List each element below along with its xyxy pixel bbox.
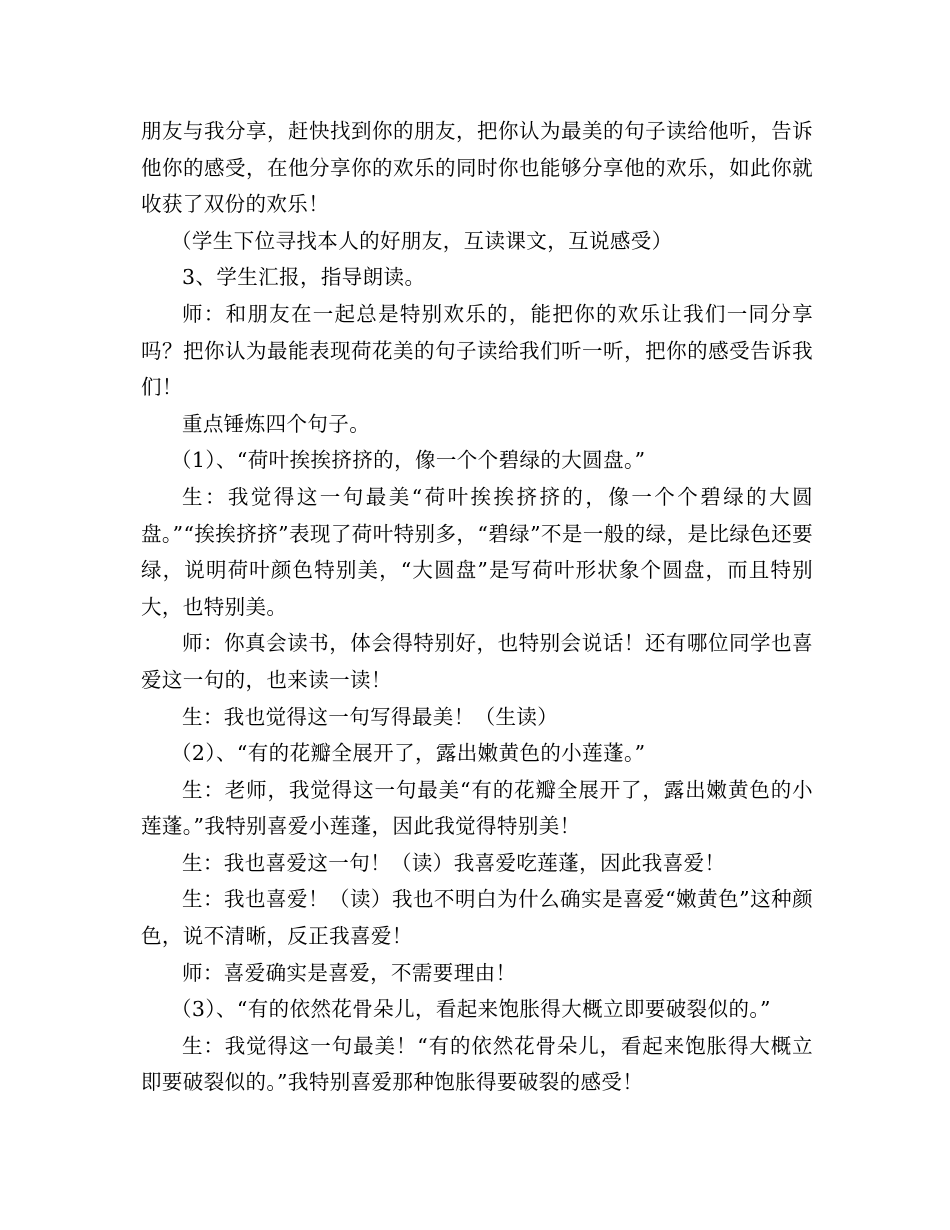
paragraph-student-response-1: 生：我觉得这一句最美“荷叶挨挨挤挤的，像一个个碧绿的大圆盘。”“挨挨挤挤”表现了荷叶特别多，“碧绿”不是一般的绿，是比绿色还要绿，说明荷叶颜色特别美，“大圆盘”是写荷叶形状象个圆盘，而且特别大，也特别美。 xyxy=(141,484,813,619)
paragraph-student-activity: （学生下位寻找本人的好朋友，互读课文，互说感受） xyxy=(171,228,673,253)
paragraph-teacher-remark: 师：喜爱确实是喜爱，不需要理由！ xyxy=(182,960,517,985)
paragraph-step-3: 3、学生汇报，指导朗读。 xyxy=(182,265,426,290)
paragraph-sentence-1: （1）、“荷叶挨挨挤挤的，像一个个碧绿的大圆盘。” xyxy=(171,448,646,473)
paragraph-student-response-2: 生：老师，我觉得这一句最美“有的花瓣全展开了，露出嫩黄色的小莲蓬。”我特别喜爱小莲蓬，因此我觉得特别美！ xyxy=(141,777,813,839)
paragraph-student-response-5: 生：我觉得这一句最美！“有的依然花骨朵儿，看起来饱胀得大概立即要破裂似的。”我特别喜爱那种饱胀得要破裂的感受！ xyxy=(141,1033,813,1095)
paragraph-student-reads: 生：我也觉得这一句写得最美！（生读） xyxy=(182,704,559,729)
paragraph-teacher-prompt: 师：和朋友在一起总是特别欢乐的，能把你的欢乐让我们一同分享吗？把你认为最能表现荷花美的句子读给我们听一听，把你的感受告诉我们！ xyxy=(141,301,813,400)
paragraph-teacher-praise: 师：你真会读书，体会得特别好，也特别会说话！还有哪位同学也喜爱这一句的，也来读一读！ xyxy=(141,631,813,692)
paragraph-sentence-2: （2）、“有的花瓣全展开了，露出嫩黄色的小莲蓬。” xyxy=(171,741,646,766)
paragraph-share-with-friend: 朋友与我分享，赶快找到你的朋友，把你认为最美的句子读给他听，告诉他你的感受，在他分享你的欢乐的同时你也能够分享他的欢乐，如此你就收获了双份的欢乐！ xyxy=(141,119,813,217)
document-body xyxy=(141,113,813,1101)
paragraph-student-response-4: 生：我也喜爱！（读）我也不明白为什么确实是喜爱“嫩黄色”这种颜色，说不清晰，反正我喜爱！ xyxy=(141,887,813,949)
paragraph-key-sentences: 重点锤炼四个句子。 xyxy=(182,411,371,436)
paragraph-student-response-3: 生：我也喜爱这一句！（读）我喜爱吃莲蓬，因此我喜爱！ xyxy=(182,850,726,875)
paragraph-sentence-3: （3）、“有的依然花骨朵儿，看起来饱胀得大概立即要破裂似的。” xyxy=(171,997,771,1022)
